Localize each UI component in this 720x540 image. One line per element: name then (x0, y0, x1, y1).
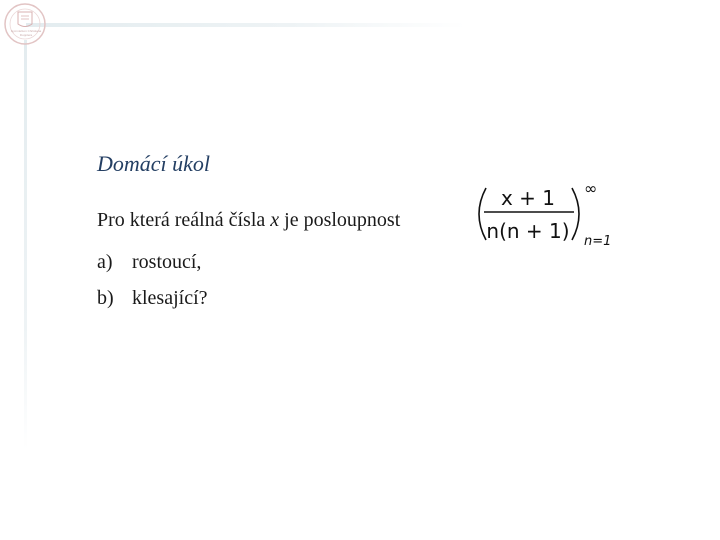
formula-lower-limit: n=1 (584, 234, 612, 249)
right-parenthesis (572, 188, 579, 240)
list-item-text: rostoucí, (132, 251, 202, 273)
logo-text: Gymnázium Christiana Dopplera (10, 29, 42, 37)
slide-frame-top (26, 23, 466, 27)
question-text (97, 209, 400, 232)
list-item (97, 251, 201, 274)
list-item-text: klesající? (132, 287, 208, 309)
left-parenthesis (479, 188, 486, 240)
formula-numerator: x + 1 (500, 186, 556, 210)
list-item-marker: a) (97, 251, 113, 273)
question-prefix: Pro která reálná čísla (97, 209, 271, 231)
slide-frame-left (24, 40, 27, 450)
slide-title: Domácí úkol (97, 151, 211, 176)
sequence-formula (470, 178, 630, 250)
list-item (97, 287, 208, 310)
list-item-marker: b) (97, 287, 114, 309)
seal-icon (3, 2, 47, 46)
formula-denominator: n(n + 1) (486, 219, 570, 243)
question-suffix: je posloupnost (279, 209, 401, 231)
school-logo (3, 2, 47, 46)
formula-upper-limit: ∞ (584, 179, 598, 198)
question-variable: x (270, 209, 280, 231)
